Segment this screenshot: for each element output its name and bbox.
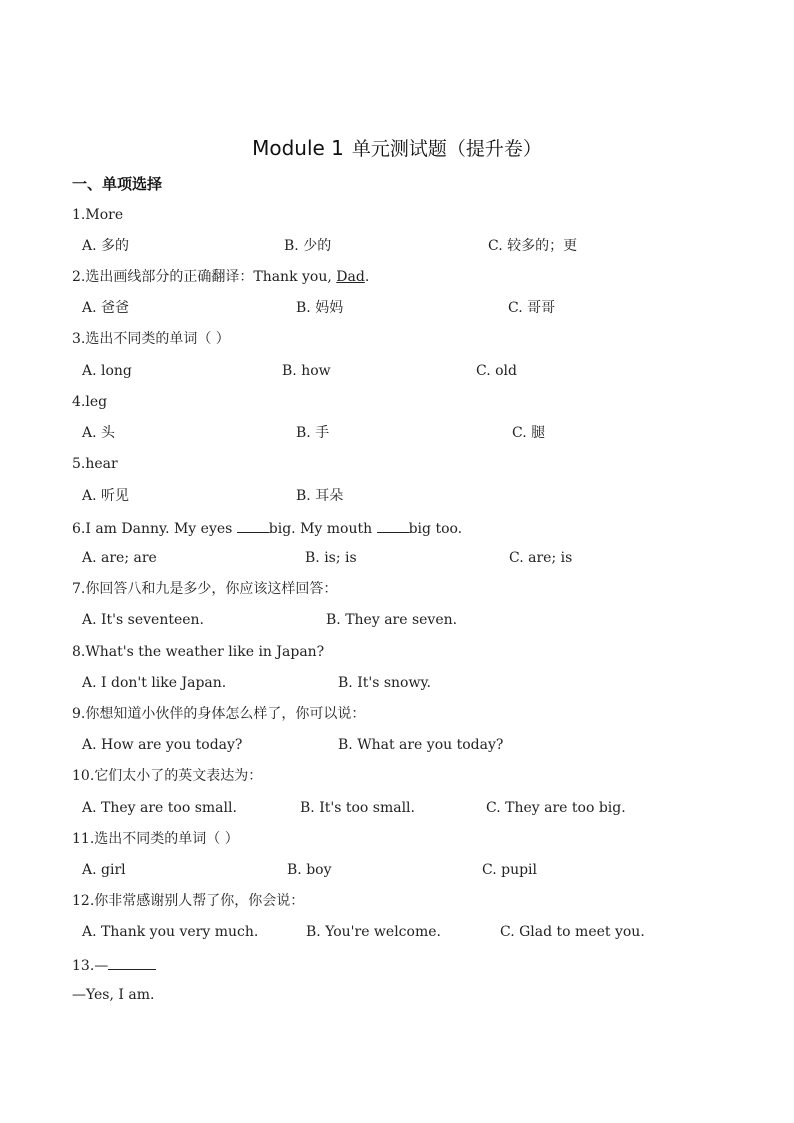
q13-text: 13.— <box>72 958 109 974</box>
q10-option-b: B. It's too small. <box>300 800 415 816</box>
q1-option-a: A. 多的 <box>82 238 130 254</box>
section-heading: 一、单项选择 <box>72 175 163 193</box>
q13-blank <box>108 955 156 970</box>
q3-option-b: B. how <box>282 363 331 379</box>
q10-option-a: A. They are too small. <box>82 800 237 816</box>
q8-option-b: B. It's snowy. <box>338 675 431 691</box>
q8-option-a: A. I don't like Japan. <box>82 675 227 691</box>
q11-option-c: C. pupil <box>482 862 538 878</box>
question-13 <box>72 955 156 975</box>
question-11: 11.选出不同类的单词（ ） <box>72 831 239 847</box>
q9-option-a: A. How are you today? <box>82 737 243 753</box>
q11-option-b: B. boy <box>287 862 332 878</box>
q6-text-b: big. My mouth <box>268 521 377 537</box>
q11-option-a: A. girl <box>82 862 126 878</box>
q2-option-b: B. 妈妈 <box>296 300 344 316</box>
q6-text-a: 6.I am Danny. My eyes <box>72 521 237 537</box>
q4-option-c: C. 腿 <box>512 425 546 441</box>
q2-text: 2.选出画线部分的正确翻译：Thank you, <box>72 269 337 285</box>
q3-option-c: C. old <box>476 363 517 379</box>
q6-text-c: big too. <box>408 521 463 537</box>
q2-option-a: A. 爸爸 <box>82 300 130 316</box>
question-9: 9.你想知道小伙伴的身体怎么样了，你可以说： <box>72 706 366 722</box>
q3-option-a: A. long <box>82 363 132 379</box>
q7-option-a: A. It's seventeen. <box>82 612 204 628</box>
page-title <box>0 134 794 161</box>
q12-option-c: C. Glad to meet you. <box>500 924 645 940</box>
q6-blank-2 <box>377 518 409 533</box>
q9-option-b: B. What are you today? <box>338 737 504 753</box>
question-2 <box>72 268 369 286</box>
question-3: 3.选出不同类的单词（ ） <box>72 331 230 347</box>
q2-underlined-word: Dad <box>336 269 365 285</box>
question-8: 8.What's the weather like in Japan? <box>72 644 325 660</box>
q7-option-b: B. They are seven. <box>326 612 458 628</box>
q10-option-c: C. They are too big. <box>486 800 626 816</box>
question-12: 12.你非常感谢别人帮了你，你会说： <box>72 893 305 909</box>
q6-option-a: A. are; are <box>82 550 157 566</box>
title-chinese: 单元测试题（提升卷） <box>351 138 542 160</box>
q4-option-b: B. 手 <box>296 425 330 441</box>
q6-blank-1 <box>237 518 269 533</box>
question-10: 10.它们太小了的英文表达为： <box>72 768 263 784</box>
q4-option-a: A. 头 <box>82 425 116 441</box>
q12-option-a: A. Thank you very much. <box>82 924 259 940</box>
q2-option-c: C. 哥哥 <box>508 300 556 316</box>
q6-option-c: C. are; is <box>509 550 573 566</box>
question-7: 7.你回答八和九是多少，你应该这样回答： <box>72 581 338 597</box>
q5-option-b: B. 耳朵 <box>296 488 344 504</box>
question-4: 4.leg <box>72 394 108 410</box>
q13-answer-line: —Yes, I am. <box>72 987 155 1003</box>
q6-option-b: B. is; is <box>305 550 357 566</box>
q2-period: . <box>364 269 370 285</box>
question-6 <box>72 518 462 538</box>
title-module: Module 1 <box>252 136 344 160</box>
q1-option-c: C. 较多的；更 <box>488 238 578 254</box>
q12-option-b: B. You're welcome. <box>306 924 441 940</box>
question-5: 5.hear <box>72 456 118 472</box>
question-1: 1.More <box>72 207 124 223</box>
q1-option-b: B. 少的 <box>284 238 332 254</box>
q5-option-a: A. 听见 <box>82 488 130 504</box>
